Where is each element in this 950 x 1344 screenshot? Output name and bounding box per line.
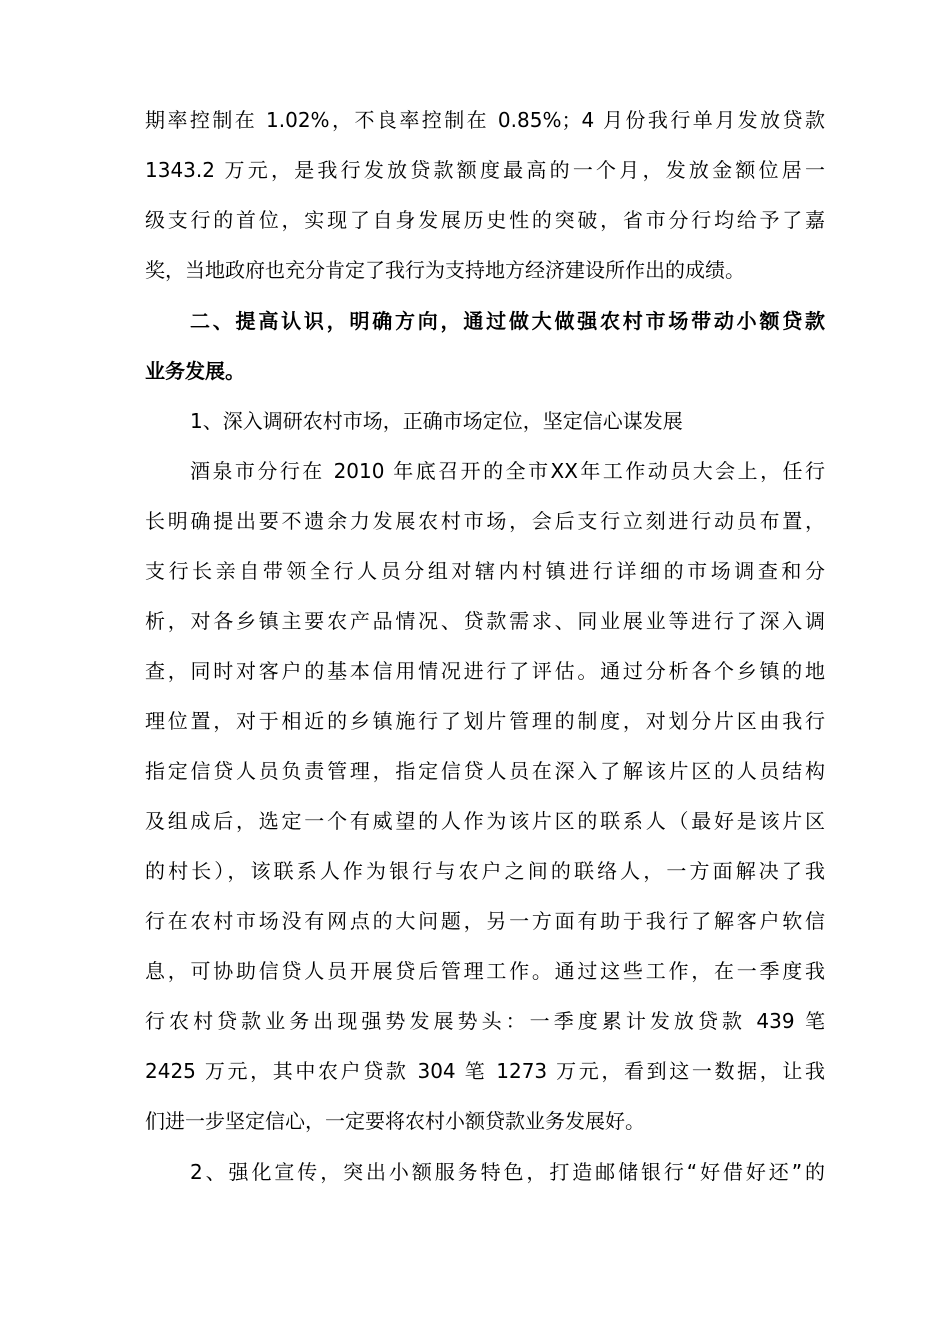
text-line: 行在农村市场没有网点的大问题，另一方面有助于我行了解客户软信	[145, 909, 825, 933]
text-line: 级支行的首位，实现了自身发展历史性的突破，省市分行均给予了嘉	[145, 208, 825, 232]
text-line: 查，同时对客户的基本信用情况进行了评估。通过分析各个乡镇的地	[145, 659, 825, 683]
text-line: 的村长），该联系人作为银行与农户之间的联络人，一方面解决了我	[145, 859, 825, 883]
text-line: 行农村贷款业务出现强势发展势头：一季度累计发放贷款 439 笔	[145, 1009, 825, 1033]
text-line: 及组成后，选定一个有威望的人作为该片区的联系人（最好是该片区	[145, 809, 825, 833]
subheading: 2、强化宣传，突出小额服务特色，打造邮储银行“好借好还”的	[190, 1160, 825, 1184]
text-line: 奖，当地政府也充分肯定了我行为支持地方经济建设所作出的成绩。	[145, 258, 745, 282]
text-line: 长明确提出要不遗余力发展农村市场，会后支行立刻进行动员布置，	[145, 509, 825, 533]
text-line: 1343.2 万元，是我行发放贷款额度最高的一个月，发放金额位居一	[145, 158, 825, 182]
text-line: 2425 万元，其中农户贷款 304 笔 1273 万元，看到这一数据，让我	[145, 1059, 825, 1083]
section-heading-continued: 业务发展。	[145, 359, 245, 383]
text-line: 酒泉市分行在 2010 年底召开的全市XX年工作动员大会上，任行	[190, 459, 825, 483]
text-line: 期率控制在 1.02%，不良率控制在 0.85%；4 月份我行单月发放贷款	[145, 108, 825, 132]
text-line: 支行长亲自带领全行人员分组对辖内村镇进行详细的市场调查和分	[145, 559, 825, 583]
text-line: 们进一步坚定信心，一定要将农村小额贷款业务发展好。	[145, 1109, 645, 1133]
subheading: 1、深入调研农村市场，正确市场定位，坚定信心谋发展	[190, 409, 683, 433]
section-heading: 二、提高认识，明确方向，通过做大做强农村市场带动小额贷款	[190, 309, 825, 333]
text-line: 理位置，对于相近的乡镇施行了划片管理的制度，对划分片区由我行	[145, 709, 825, 733]
text-line: 析，对各乡镇主要农产品情况、贷款需求、同业展业等进行了深入调	[145, 609, 825, 633]
text-line: 息，可协助信贷人员开展贷后管理工作。通过这些工作，在一季度我	[145, 959, 825, 983]
text-line: 指定信贷人员负责管理，指定信贷人员在深入了解该片区的人员结构	[145, 759, 825, 783]
